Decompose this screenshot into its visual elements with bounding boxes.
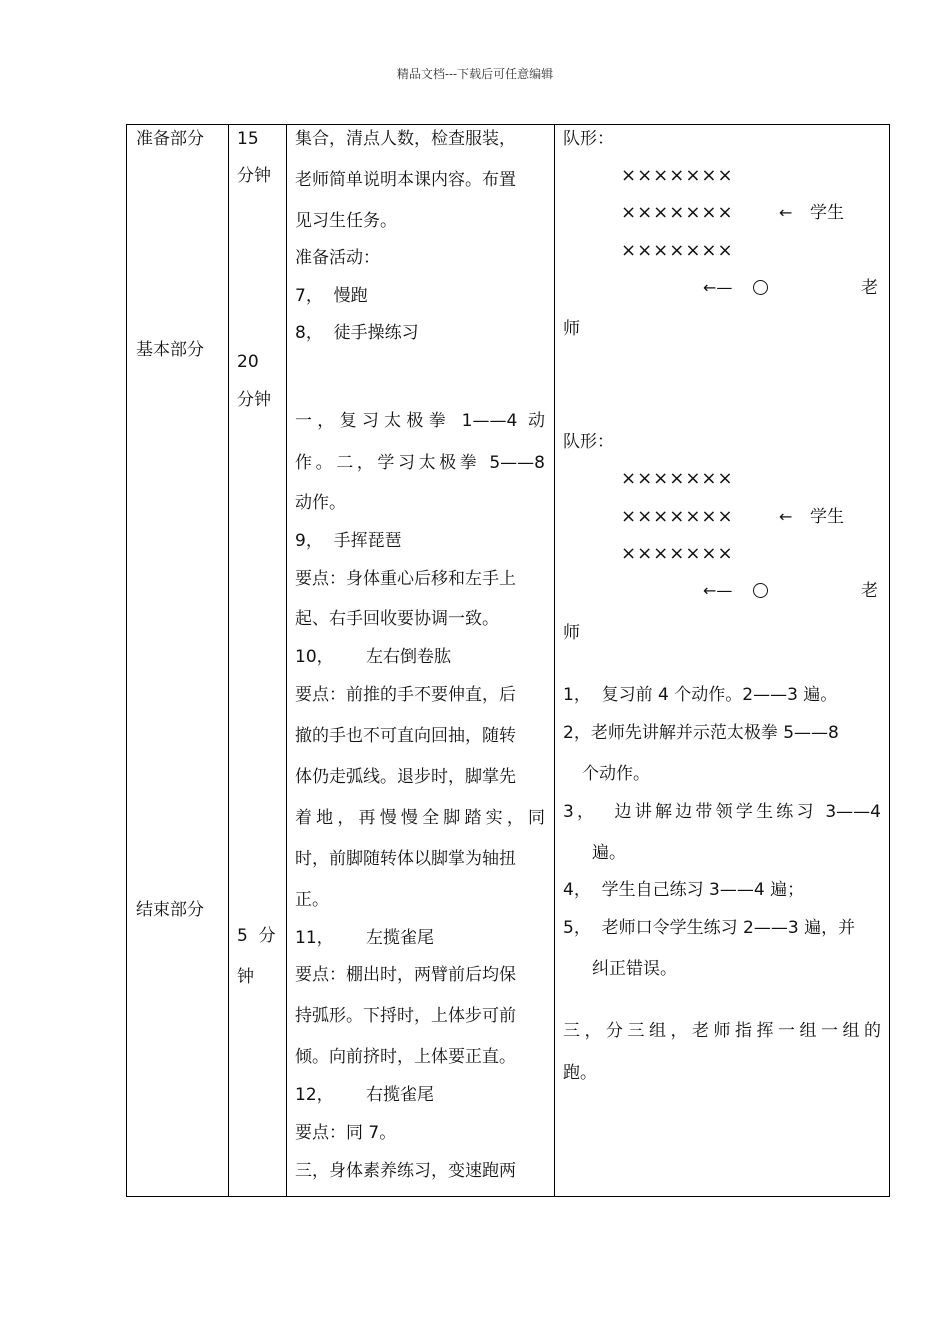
arrow-left-icon: ←— <box>703 278 733 297</box>
section-basic: 基本部分 <box>136 340 204 360</box>
content-line: 10， 左右倒卷肱 <box>295 647 452 667</box>
content-line: 正。 <box>295 890 329 910</box>
content-line: 8， 徒手操练习 <box>295 323 419 343</box>
content-line: 要点：棚出时，两臂前后均保 <box>295 965 516 985</box>
formation-row: ××××××× <box>621 506 734 527</box>
time-end-unit: 钟 <box>237 967 254 987</box>
formation-row: ××××××× <box>621 202 734 223</box>
step-line: 个动作。 <box>582 764 650 784</box>
content-line: 要点：同 7。 <box>295 1123 397 1143</box>
student-label: 学生 <box>810 507 844 527</box>
content-line: 集合，清点人数，检查服装， <box>295 129 516 149</box>
teacher-label: 老 <box>861 581 878 601</box>
content-line: 11， 左揽雀尾 <box>295 928 435 948</box>
step-line: 4， 学生自己练习 3——4 遍； <box>563 880 805 900</box>
formation-label: 队形： <box>563 432 614 452</box>
time-prep: 15 <box>237 129 259 149</box>
content-line: 时，前脚随转体以脚掌为轴扭 <box>295 849 516 869</box>
step-line: 2，老师先讲解并示范太极拳 5——8 <box>563 723 839 743</box>
step-line: 3， 边讲解边带领学生练习 3——4 <box>563 802 881 822</box>
content-line: 要点：身体重心后移和左手上 <box>295 569 516 589</box>
content-line: 7， 慢跑 <box>295 286 368 306</box>
formation-row: ××××××× <box>621 468 734 489</box>
arrow-left-icon: ← <box>779 203 793 222</box>
content-line: 动作。 <box>295 493 346 513</box>
time-basic: 20 <box>237 352 259 372</box>
content-line: 12， 右揽雀尾 <box>295 1085 435 1105</box>
step-line: 三，分三组，老师指挥一组一组的 <box>563 1021 881 1041</box>
step-line: 1， 复习前 4 个动作。2——3 遍。 <box>563 685 838 705</box>
step-line: 跑。 <box>563 1063 597 1083</box>
teacher-circle-icon <box>753 280 768 295</box>
time-basic-unit: 分钟 <box>237 390 271 410</box>
student-label: 学生 <box>810 203 844 223</box>
content-line: 老师简单说明本课内容。布置 <box>295 170 516 190</box>
content-line: 着地，再慢慢全脚踏实，同 <box>295 808 545 828</box>
time-column <box>229 125 286 1196</box>
organization-column <box>555 125 889 1196</box>
content-line: 作。二，学习太极拳 5——8 <box>295 453 545 473</box>
section-end: 结束部分 <box>136 900 204 920</box>
formation-row: ××××××× <box>621 165 734 186</box>
content-line: 三，身体素养练习，变速跑两 <box>295 1161 516 1181</box>
time-end: 5 分 <box>237 926 276 946</box>
arrow-left-icon: ←— <box>703 581 733 600</box>
step-line: 5， 老师口令学生练习 2——3 遍，并 <box>563 918 856 938</box>
teacher-label: 师 <box>563 623 580 643</box>
content-line: 持弧形。下捋时，上体步可前 <box>295 1006 516 1026</box>
step-line: 遍。 <box>592 843 626 863</box>
content-line: 起、右手回收要协调一致。 <box>295 609 499 629</box>
section-column <box>127 125 228 1196</box>
arrow-left-icon: ← <box>779 507 793 526</box>
content-line: 撤的手也不可直向回抽，随转 <box>295 726 516 746</box>
formation-row: ××××××× <box>621 543 734 564</box>
section-prep: 准备部分 <box>136 129 204 149</box>
page-header: 精品文档---下载后可任意编辑 <box>396 67 554 81</box>
content-line: 倾。向前挤时，上体要正直。 <box>295 1047 516 1067</box>
time-prep-unit: 分钟 <box>237 166 271 186</box>
content-line: 9， 手挥琵琶 <box>295 531 402 551</box>
content-line: 准备活动： <box>295 248 380 268</box>
lesson-plan-table <box>126 124 890 1197</box>
content-line: 要点：前推的手不要伸直，后 <box>295 685 516 705</box>
content-column <box>287 125 554 1196</box>
teacher-circle-icon <box>753 583 768 598</box>
step-line: 纠正错误。 <box>592 959 677 979</box>
content-line: 一，复习太极拳 1——4 动 <box>295 411 545 431</box>
formation-row: ××××××× <box>621 240 734 261</box>
content-line: 见习生任务。 <box>295 211 397 231</box>
teacher-label: 师 <box>563 319 580 339</box>
teacher-label: 老 <box>861 278 878 298</box>
content-line: 体仍走弧线。退步时，脚掌先 <box>295 767 516 787</box>
formation-label: 队形： <box>563 129 614 149</box>
